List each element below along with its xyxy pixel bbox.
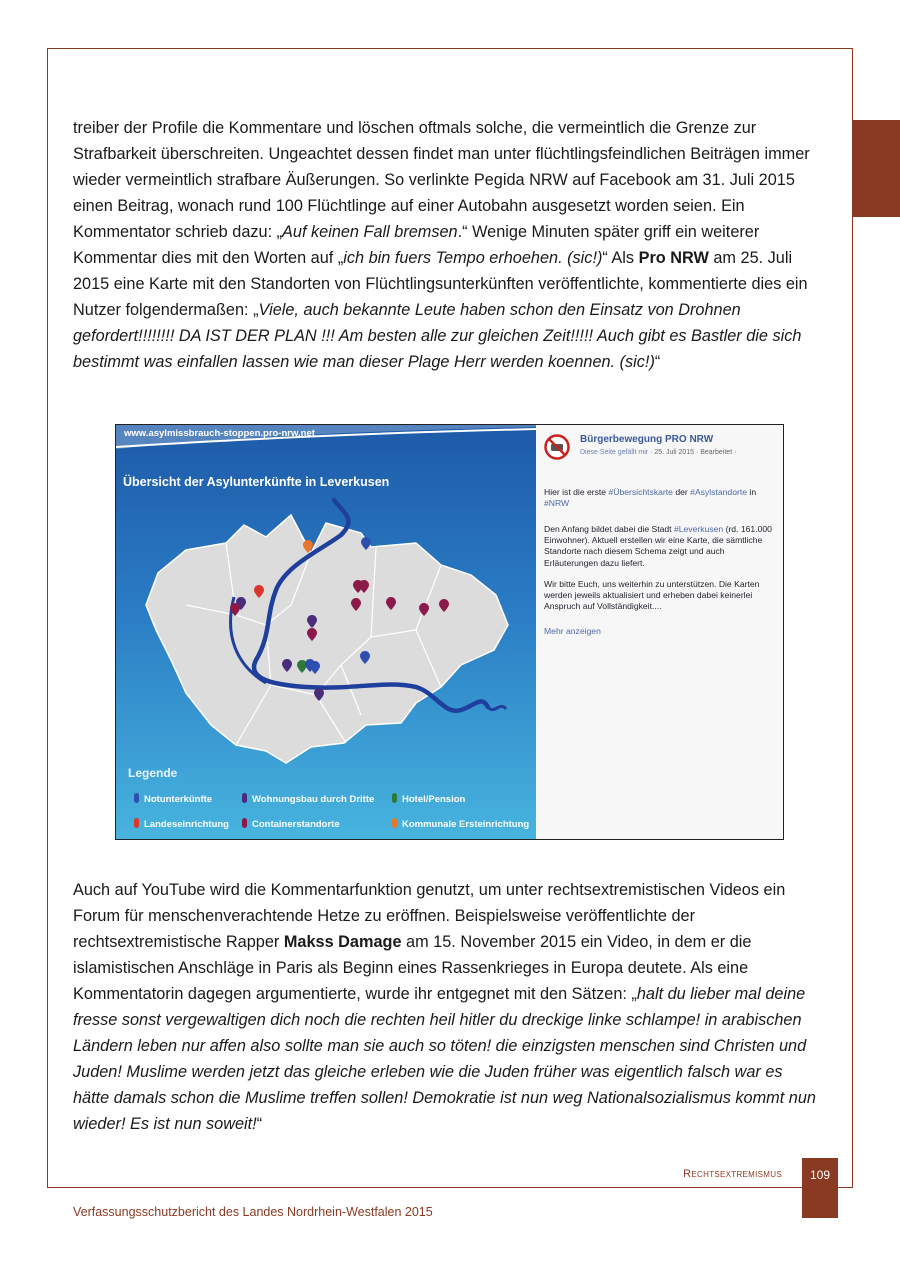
pin-icon [134, 818, 139, 828]
text-run: (rd. 161.000 Einwohner). Aktuell erstellen wir eine Karte, die sämtliche Standorte nach diesem Schema zeigt und auch Erläuterungen dazu liefert. [544, 524, 772, 568]
text-run: .“ Wenige Minuten später griff ein weiterer Kommentar dies mit den Worten auf „ [73, 223, 760, 267]
paragraph-2 [73, 877, 818, 1137]
legend-label: Notunterkünfte [144, 794, 213, 805]
legend-item-hotel [392, 793, 465, 805]
text-run: Auch auf YouTube wird die Kommentarfunktion genutzt, um unter rechtsextremistischen Videos ein Forum für menschenverachtende Hetze zu eröffnen. Beispielsweise veröffentlichte der rechtsextremistische Rapper [73, 881, 786, 951]
legend-label: Containerstandorte [252, 819, 340, 830]
text-run: am 25. Juli 2015 eine Karte mit den Standorten von Flüchtlingsunterkünften veröffentlichte, kommentierte dies ein Nutzer folgendermaßen: „ [73, 249, 808, 319]
page-number: 109 [802, 1158, 838, 1218]
legend-title: Legende [128, 766, 178, 780]
pin-icon [242, 818, 247, 828]
pin-icon [242, 793, 247, 803]
pin-icon [392, 793, 397, 803]
text-run: der [672, 487, 691, 497]
post-meta [580, 449, 736, 456]
map-url: www.asylmissbrauch-stoppen.pro-nrw.net [124, 428, 315, 439]
quote-youtube: halt du lieber mal deine fresse sonst vergewaltigen dich noch die rechten heil hitler du dreckige linke schlampe! in arabischen Ländern leben nur affen also sollte man sie auch so töten! die einzigsten menschen sind Christen und Juden! Muslime werden jetzt das gleiche erleben wie die Juden früher was eigentlich falsch war es hätte damals schon die Muslime treffen sollen! Demokratie ist nun weg Nationalsozialismus kommt nun wieder! Es ist nun soweit! [73, 985, 816, 1133]
chapter-tab [853, 120, 900, 217]
text-run: treiber der Profile die Kommentare und löschen oftmals solche, die vermeintlich die Grenze zur Strafbarkeit überschreiten. Ungeachtet dessen findet man unter flüchtlingsfeindlichen Beiträgen immer wieder vermeintlich strafbare Äußerungen. So verlinkte Pegida NRW auf Facebook am 31. Juli 2015 einen Beitrag, wonach rund 100 Flüchtlinge auf einer Autobahn ausgesetzt worden seien. Ein Kommentator schrieb dazu: „ [73, 119, 810, 241]
legend-label: Kommunale Ersteinrichtung [402, 819, 530, 830]
hashtag-link: #Übersichtskarte [608, 487, 673, 497]
hashtag-link: #Asylstandorte [690, 487, 748, 497]
map-title: Übersicht der Asylunterkünfte in Leverkusen [123, 475, 390, 489]
legend-item-notunterkuenfte [134, 793, 212, 805]
legend-label: Landeseinrichtung [144, 819, 229, 830]
quote-2: ich bin fuers Tempo erhoehen. (sic!) [343, 249, 603, 267]
hashtag-link: #Leverkusen [673, 524, 724, 534]
paragraph-1 [73, 115, 818, 375]
no-asylum-logo-icon [544, 434, 570, 460]
publication-title: Verfassungsschutzbericht des Landes Nordrhein-Westfalen 2015 [73, 1205, 433, 1219]
map-panel [116, 425, 536, 839]
legend-label: Hotel/Pension [402, 794, 466, 805]
text-run: “ [256, 1115, 263, 1133]
post-line-1 [544, 487, 776, 509]
screenshot-figure [115, 424, 784, 840]
legend-item-landeseinrichtung [134, 818, 229, 830]
legend-item-container [242, 818, 340, 830]
post-line-3: Wir bitte Euch, uns weiterhin zu unterstützen. Die Karten werden jeweils aktualisiert und erheben dabei keinerlei Anspruch auf Vollständigkeit.... [544, 579, 760, 612]
legend-item-wohnungsbau [242, 793, 374, 805]
legend-label: Wohnungsbau durch Dritte [252, 794, 375, 805]
text-run: “ [654, 353, 661, 371]
pin-icon [134, 793, 139, 803]
text-run: in [747, 487, 757, 497]
section-label: Rechtsextremismus [683, 1168, 782, 1180]
quote-3: Viele, auch bekannte Leute haben schon den Einsatz von Drohnen gefordert!!!!!!!! DA IST DER PLAN !!! Am besten alle zur gleichen Zeit!!!!! Auch gibt es Bastler die sich bestimmt was einfallen lassen wie man dieser Plage Herr werden koennen. (sic!) [73, 301, 802, 371]
quote-1: Auf keinen Fall bremsen [282, 223, 458, 241]
bold-makss-damage: Makss Damage [283, 933, 402, 951]
show-more-link: Mehr anzeigen [544, 626, 601, 636]
text-run: am 15. November 2015 ein Video, in dem er die islamistischen Anschläge in Paris als Beginn eines Rassenkrieges in Europa deutete. Als eine Kommentatorin dagegen argumentierte, wurde ihr entgegnet mit den Sätzen: „ [73, 933, 752, 1003]
text-run: “ Als [602, 249, 639, 267]
text-run: Hier ist die erste [544, 487, 609, 497]
pin-icon [392, 818, 397, 828]
post-line-2 [544, 524, 776, 569]
text-run: Den Anfang bildet dabei die Stadt [544, 524, 674, 534]
page-name: Bürgerbewegung PRO NRW [580, 434, 714, 445]
liked-text: Diese Seite gefällt mir [580, 449, 649, 456]
bold-pro-nrw: Pro NRW [638, 249, 709, 267]
legend-item-kommunale [392, 818, 529, 830]
date-text: · 25. Juli 2015 · Bearbeitet · [648, 449, 737, 456]
facebook-post-panel [536, 425, 783, 839]
hashtag-link: #NRW [544, 498, 570, 509]
